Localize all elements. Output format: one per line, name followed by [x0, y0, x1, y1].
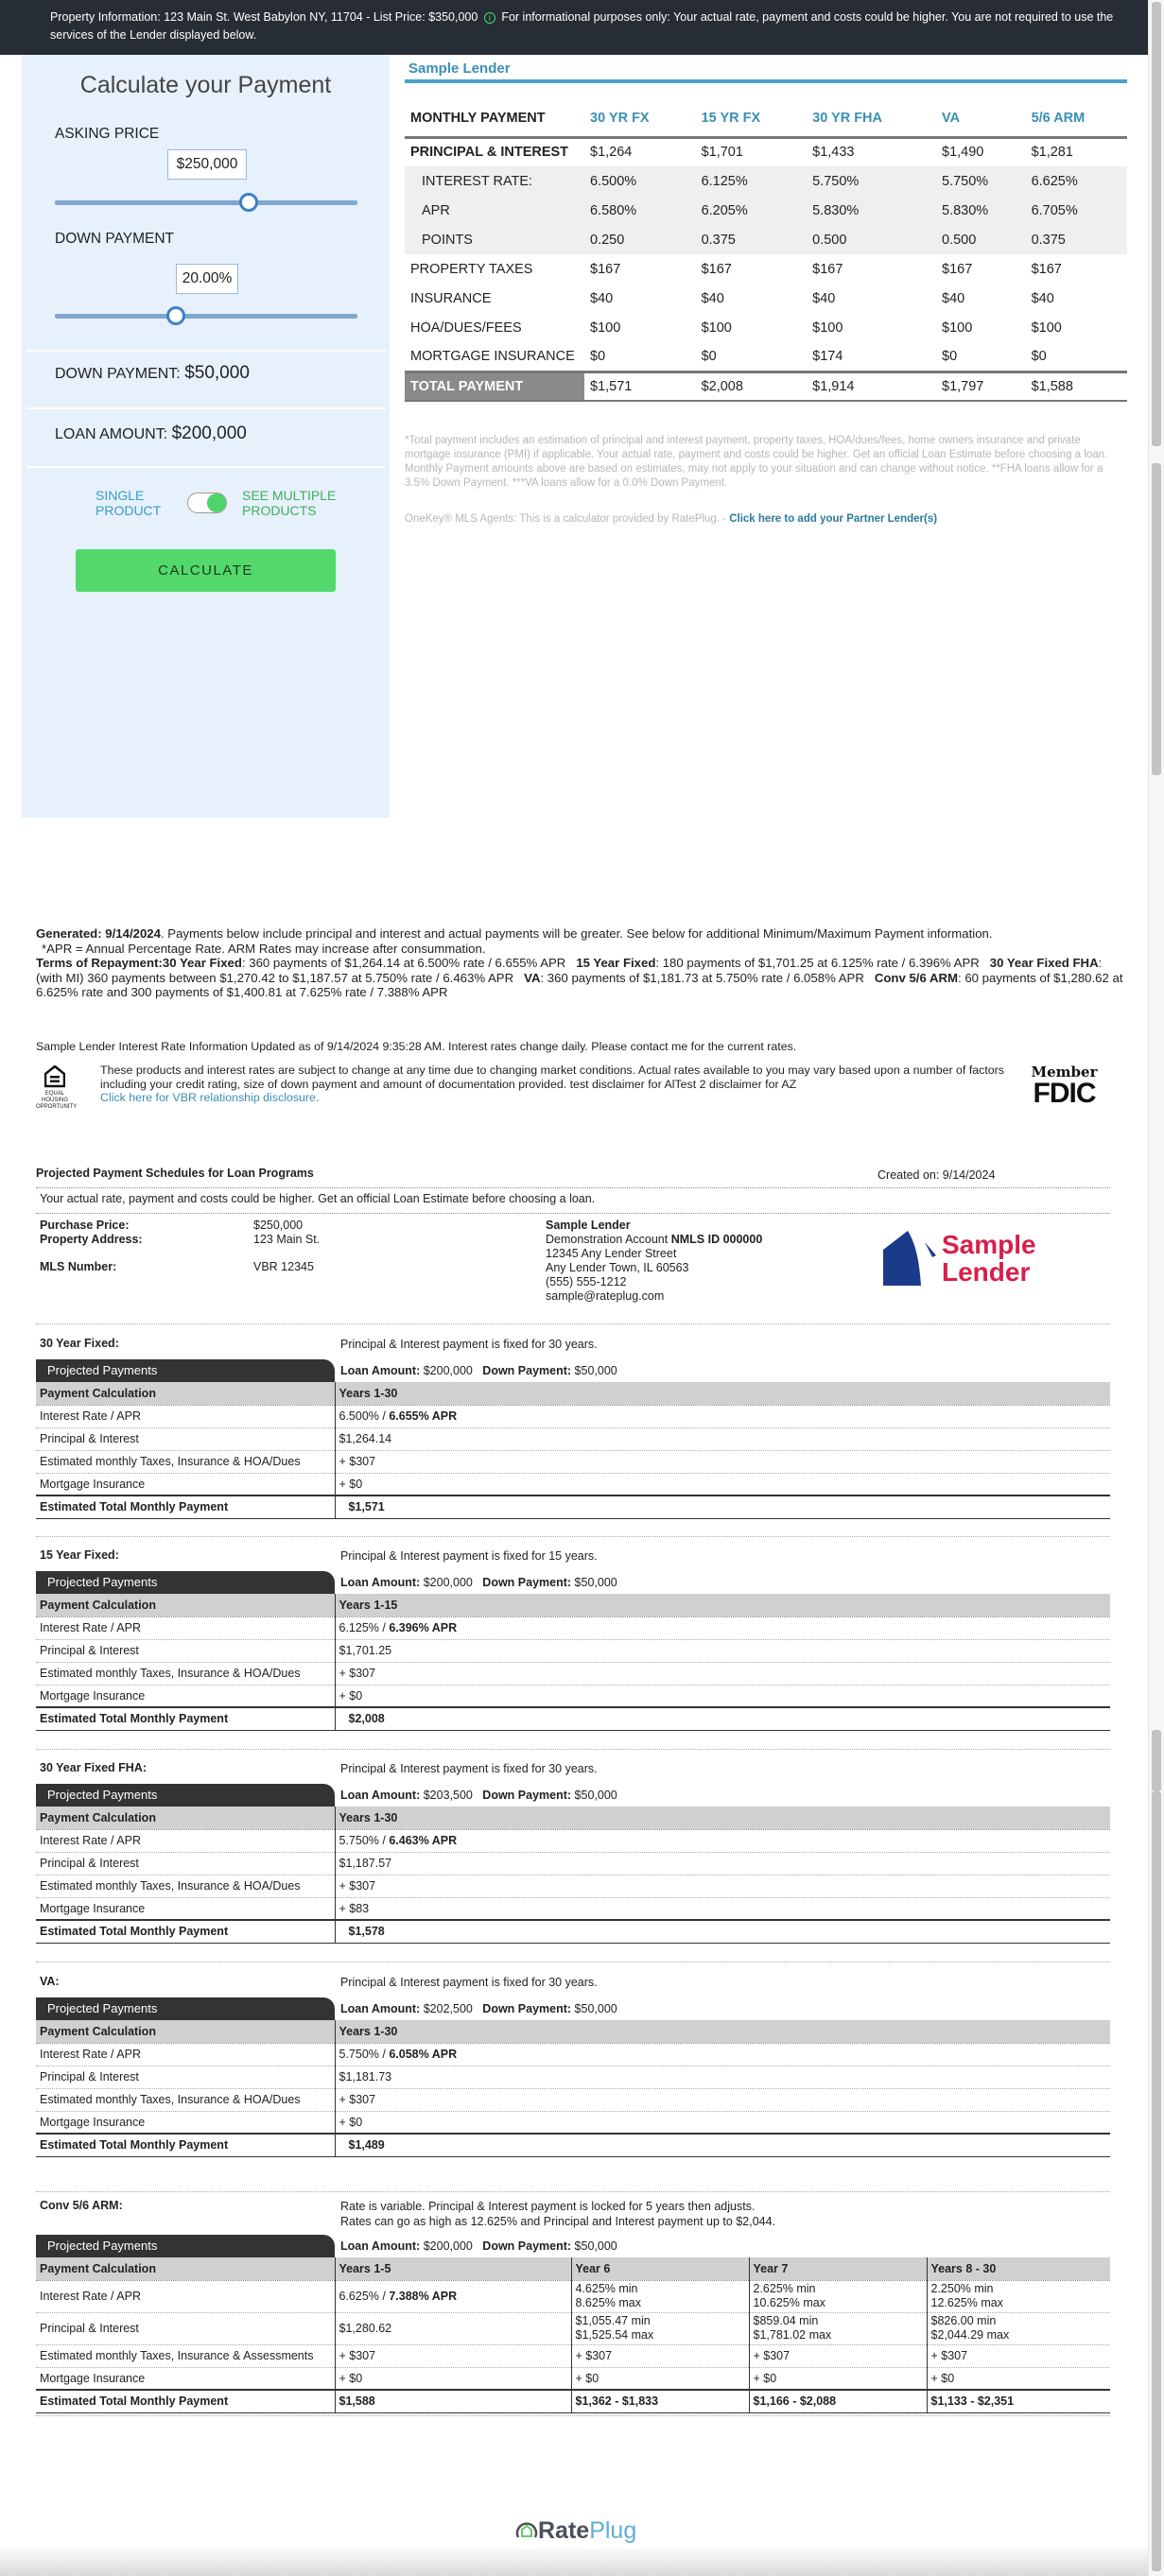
row-label: TOTAL PAYMENT [405, 372, 584, 401]
table-row [405, 137, 1127, 166]
property-address: 123 Main St. [253, 1233, 321, 1246]
cell: $0 [942, 348, 958, 364]
total-payment-row [405, 372, 1127, 401]
cell: 5.750% [936, 166, 1026, 196]
cell: $40 [942, 290, 965, 306]
col-header-15yr-fx[interactable]: 15 YR FX [701, 111, 761, 127]
loan-name: 30 Year Fixed FHA: [40, 1761, 148, 1774]
cell: 5.830% [807, 196, 936, 225]
projected-payments-tab: Projected Payments [36, 1784, 335, 1807]
lender-house-icon [879, 1229, 941, 1288]
cell: $0 [701, 348, 717, 364]
lender-email: sample@rateplug.com [546, 1289, 665, 1303]
cell: $1,281 [1031, 145, 1073, 161]
sample-lender-logo: Sample Lender [879, 1229, 1012, 1295]
cell: $40 [1031, 290, 1054, 306]
property-info-bar [0, 0, 1164, 55]
toggle-knob [207, 493, 226, 512]
schedule-disclaimer: Your actual rate, payment and costs could be higher. Get an official Loan Estimate before choosing a loan. [40, 1192, 596, 1205]
table-row [405, 313, 1127, 342]
asking-price-input[interactable] [167, 149, 247, 180]
generated-date: Generated: 9/14/2024 [36, 926, 161, 941]
divider [26, 407, 386, 409]
loan-amount-line: Loan Amount: $200,000 Down Payment: $50,000 [340, 1576, 617, 1589]
col-header-30yr-fha[interactable]: 30 YR FHA [812, 111, 882, 127]
property-labels: Purchase Price: Property Address: MLS Number: [40, 1219, 143, 1273]
cell: $40 [701, 290, 724, 306]
table-row [405, 225, 1127, 254]
mls-number: VBR 12345 [253, 1260, 314, 1273]
col-header-va[interactable]: VA [942, 111, 961, 127]
cell: $100 [942, 320, 973, 336]
cell: $167 [590, 261, 621, 277]
down-payment-summary-value: $50,000 [184, 363, 250, 383]
cell: $1,701 [701, 145, 743, 161]
down-payment-slider-handle[interactable] [166, 306, 185, 325]
scrollbar-thumb-2[interactable] [1152, 463, 1161, 775]
cell: $167 [812, 261, 843, 277]
page-scrollbar[interactable] [1148, 0, 1164, 2576]
cell: $100 [590, 320, 621, 336]
cell: 5.830% [936, 196, 1026, 225]
rate-updated-note: Sample Lender Interest Rate Information Updated as of 9/14/2024 9:35:28 AM. Interest rates change daily. Please contact me for the current rates. [36, 1040, 797, 1053]
row-label: MORTGAGE INSURANCE [410, 348, 575, 364]
cell: $0 [590, 348, 606, 364]
created-on: Created on: 9/14/2024 [877, 1168, 996, 1182]
projected-payments-tab: Projected Payments [36, 1997, 335, 2020]
divider [26, 466, 386, 468]
apr-note: *APR = Annual Percentage Rate. ARM Rates may increase after consummation. [42, 941, 486, 956]
cell: $167 [942, 261, 973, 277]
table-row [405, 254, 1127, 284]
dotted-divider [36, 1187, 1110, 1188]
loan-description: Principal & Interest payment is fixed for 15 years. [340, 1549, 598, 1563]
down-payment-summary [55, 363, 250, 384]
down-payment-summary-label: DOWN PAYMENT: [55, 366, 181, 382]
loan-amount-summary [55, 424, 247, 444]
projected-payments-tab: Projected Payments [36, 1359, 335, 1382]
cell: 0.250 [584, 225, 696, 254]
cell: $1,264 [590, 145, 633, 161]
divider [26, 350, 386, 352]
add-partner-lender-link[interactable]: Click here to add your Partner Lender(s) [729, 513, 938, 525]
lender-contact: Sample Lender Demonstration Account NMLS ID 000000 12345 Any Lender Street Any Lender Town, IL 60563 (555) 555-1212 sample@rateplug.com [546, 1219, 763, 1303]
cell: 6.705% [1026, 196, 1127, 225]
payment-disclaimer: *Total payment includes an estimation of principal and interest payment, property taxes, HOA/dues/fees, home owners insurance and private mortgage insurance (PMI) if applicable. Your actual rate, payment and costs could be higher. Get an official Loan Estimate before choosing a loan. Monthly Payment amounts above are based on estimates, may not apply to your situation and can change without notice. **FHA loans allow for a 3.5% Down Payment. ***VA loans allow for a 0.0% Down Payment. [405, 435, 1108, 489]
payment-schedule-table: Payment Calculation Years 1-30 Interest Rate / APR 6.500% / 6.655% APR Principal & Interest $1,264.14 Estimated monthly Taxes, Insurance & HOA/Dues + $307 Mortgage Insurance + $0 Estimated Total Monthly Payment $1,571 [36, 1382, 1110, 1519]
cell: 6.125% [696, 166, 808, 196]
cell: 6.580% [584, 196, 696, 225]
cell: $1,571 [590, 378, 633, 394]
cell: $100 [701, 320, 732, 336]
loan-amount-label: LOAN AMOUNT: [55, 426, 168, 442]
vbr-disclosure-link[interactable]: Click here for VBR relationship disclosure. [100, 1091, 320, 1104]
cell: 6.205% [696, 196, 808, 225]
col-header-30yr-fx[interactable]: 30 YR FX [590, 111, 650, 127]
projected-payments-tab: Projected Payments [36, 2235, 335, 2257]
cell: $167 [1031, 261, 1062, 277]
down-payment-slider[interactable] [55, 314, 357, 319]
cell: $1,588 [1031, 378, 1073, 394]
table-header-row [405, 101, 1127, 137]
equal-housing-logo: EQUAL HOUSING OPPORTUNITY [36, 1065, 74, 1111]
row-label: APR [405, 196, 584, 225]
table-row [405, 196, 1127, 225]
loan-description: Rate is variable. Principal & Interest payment is locked for 5 years then adjusts. Rates can go as high as 12.625% and Principal and Interest payment up to $2,044. [340, 2200, 776, 2228]
cell: 0.500 [807, 225, 936, 254]
cell: $100 [812, 320, 843, 336]
row-label: PRINCIPAL & INTEREST [410, 145, 569, 161]
arm-payment-schedule-table: Payment Calculation Years 1-5 Year 6 Year 7 Years 8 - 30 Interest Rate / APR 6.625% / 7.388% APR 4.625% min 8.625% max 2.625% min 10.625% max 2.250% min 12.625% max Principal & Interest $1,280.62 $1,055.47 min $1,525.54 max $859.04 min $1,781.02 max $826.00 min $2,044.29 max Estimated monthly Taxes, Insurance & Assessments + $307 + $307 + $307 + $307 Mortgage Insurance + $0 + $0 + $0 + $0 Estimated Total Monthly Payment $1,588 $1,362 - $1,833 $1,166 - $2,088 $1,133 - $2,351 [36, 2257, 1110, 2413]
rateplug-logo: RatePlug [515, 2517, 636, 2545]
property-info-text: Property Information: 123 Main St. West Babylon NY, 11704 - List Price: $350,000 [50, 10, 478, 24]
cell: 0.500 [936, 225, 1026, 254]
cell: $100 [1031, 320, 1062, 336]
loan-amount-line: Loan Amount: $203,500 Down Payment: $50,000 [340, 1789, 617, 1802]
repayment-terms: Generated: 9/14/2024. Payments below include principal and interest and actual payments will be greater. See below for additional Minimum/Maximum Payment information. *APR = Annual Percentage Rate. ARM Rates may increase after consummation. Terms of Repayment:30 Year Fixed: 360 payments of $1,264.14 at 6.500% rate / 6.655% APR 15 Year Fixed: 180 payments of $1,701.25 at 6.125% rate / 6.396% APR 30 Year Fixed FHA: (with MI) 360 payments between $1,270.42 to $1,187.57 at 5.750% rate / 6.463% APR VA: 360 payments of $1,181.73 at 5.750% rate / 6.058% APR Conv 5/6 ARM: 60 payments of $1,280.62 at 6.625% rate and 300 payments of $1,400.81 at 7.625% rate / 7.388% APR [36, 926, 1123, 999]
loan-description: Principal & Interest payment is fixed for 30 years. [340, 1338, 598, 1351]
cell: $1,914 [812, 378, 855, 394]
cell: $0 [1031, 348, 1047, 364]
payment-schedule-table: Payment Calculation Years 1-30 Interest Rate / APR 5.750% / 6.463% APR Principal & Interest $1,187.57 Estimated monthly Taxes, Insurance & HOA/Dues + $307 Mortgage Insurance + $83 Estimated Total Monthly Payment $1,578 [36, 1807, 1110, 1944]
fdic-logo: Member FDIC [1031, 1063, 1098, 1109]
asking-price-slider-handle[interactable] [239, 193, 258, 212]
loan-amount-line: Loan Amount: $202,500 Down Payment: $50,000 [340, 2002, 617, 2015]
row-label: PROPERTY TAXES [410, 261, 533, 277]
row-label: POINTS [405, 225, 584, 254]
schedules-title: Projected Payment Schedules for Loan Programs [36, 1167, 314, 1180]
cell: 6.500% [584, 166, 696, 196]
multiple-products-label[interactable]: SEE MULTIPLE PRODUCTS [242, 488, 337, 518]
cell: $174 [812, 348, 843, 364]
projected-payments-tab: Projected Payments [36, 1571, 335, 1594]
single-product-label[interactable]: SINGLE PRODUCT [96, 488, 162, 518]
loan-description: Principal & Interest payment is fixed for 30 years. [340, 1762, 598, 1775]
lender-name: Sample Lender [408, 61, 511, 77]
table-row [405, 342, 1127, 372]
loan-name: 30 Year Fixed: [40, 1337, 119, 1350]
equal-housing-icon [44, 1065, 65, 1088]
cell: $40 [812, 290, 836, 306]
calculate-button[interactable]: CALCULATE [76, 549, 336, 592]
cell: $1,433 [812, 145, 855, 161]
loan-name: Conv 5/6 ARM: [40, 2199, 123, 2212]
loan-name: VA: [40, 1975, 60, 1988]
bottom-fade [0, 2545, 1148, 2576]
informational-disclaimer: For informational purposes only: Your actual rate, payment and costs could be higher. You are not required to use the services of the Lender displayed below. [50, 10, 1114, 42]
down-payment-label: DOWN PAYMENT [55, 231, 175, 247]
down-payment-input[interactable] [176, 264, 238, 294]
row-label: HOA/DUES/FEES [410, 320, 522, 336]
dotted-divider [36, 1213, 1110, 1214]
cell: $2,008 [701, 378, 743, 394]
scrollbar-thumb[interactable] [1152, 2, 1161, 446]
monthly-payment-table [405, 101, 1127, 402]
cell: 5.750% [807, 166, 936, 196]
property-values [253, 1219, 320, 1274]
lender-underline [405, 79, 1127, 83]
cell: $1,490 [942, 145, 984, 161]
cell: 6.625% [1026, 166, 1127, 196]
payment-schedule-table: Payment Calculation Years 1-30 Interest Rate / APR 5.750% / 6.058% APR Principal & Interest $1,181.73 Estimated monthly Taxes, Insurance & HOA/Dues + $307 Mortgage Insurance + $0 Estimated Total Monthly Payment $1,489 [36, 2020, 1110, 2157]
cell: $40 [590, 290, 614, 306]
asking-price-slider[interactable] [55, 200, 357, 205]
col-header: MONTHLY PAYMENT [410, 111, 546, 127]
scrollbar-thumb-3[interactable] [1152, 1730, 1161, 1791]
col-header-5-6-arm[interactable]: 5/6 ARM [1031, 111, 1086, 127]
legal-disclaimer: These products and interest rates are subject to change at any time due to changing market conditions. Actual rates available to you may vary based upon a number of factors including your credit rating, size of down payment and amount of documentation provided. test disclaimer for AlTest 2 disclaimer for AZ Click here for VBR relationship disclosure. [100, 1063, 1005, 1104]
scrollbar-thumb-4[interactable] [1152, 1791, 1161, 2571]
asking-price-label: ASKING PRICE [55, 126, 160, 142]
cell: 0.375 [696, 225, 808, 254]
table-row [405, 166, 1127, 196]
calculator-title: Calculate your Payment [79, 72, 332, 98]
cell: $1,797 [942, 378, 984, 394]
loan-description: Principal & Interest payment is fixed for 30 years. [340, 1976, 598, 1989]
loan-amount-value: $200,000 [171, 424, 247, 443]
loan-amount-line: Loan Amount: $200,000 Down Payment: $50,000 [340, 2239, 617, 2253]
terms-of-repayment: Terms of Repayment:30 Year Fixed: 360 payments of $1,264.14 at 6.500% rate / 6.655% APR 15 Year Fixed: 180 payments of $1,701.25 at 6.125% rate / 6.396% APR 30 Year Fixed FHA: (with MI) 360 payments between $1,270.42 to $1,187.57 at 5.750% rate / 6.463% APR VA: 360 payments of $1,181.73 at 5.750% rate / 6.058% APR Conv 5/6 ARM: 60 payments of $1,280.62 at 6.625% rate and 300 payments of $1,400.81 at 7.625% rate / 7.388% APR [36, 956, 1123, 999]
payment-calculator [22, 55, 390, 818]
row-label: INSURANCE [410, 290, 492, 306]
loan-name: 15 Year Fixed: [40, 1548, 119, 1562]
product-mode-toggle[interactable] [187, 493, 227, 513]
purchase-price: $250,000 [253, 1219, 304, 1232]
info-circle-icon[interactable]: i [484, 12, 495, 24]
agent-note: OneKey® MLS Agents: This is a calculator provided by RatePlug. - Click here to add your Partner Lender(s) [405, 513, 938, 525]
table-row [405, 284, 1127, 313]
rateplug-house-icon [515, 2518, 538, 2541]
payment-schedule-table: Payment Calculation Years 1-15 Interest Rate / APR 6.125% / 6.396% APR Principal & Interest $1,701.25 Estimated monthly Taxes, Insurance & HOA/Dues + $307 Mortgage Insurance + $0 Estimated Total Monthly Payment $2,008 [36, 1594, 1110, 1731]
cell: 0.375 [1026, 225, 1127, 254]
row-label: INTEREST RATE: [405, 166, 584, 196]
cell: $167 [701, 261, 732, 277]
loan-amount-line: Loan Amount: $200,000 Down Payment: $50,000 [340, 1364, 617, 1377]
